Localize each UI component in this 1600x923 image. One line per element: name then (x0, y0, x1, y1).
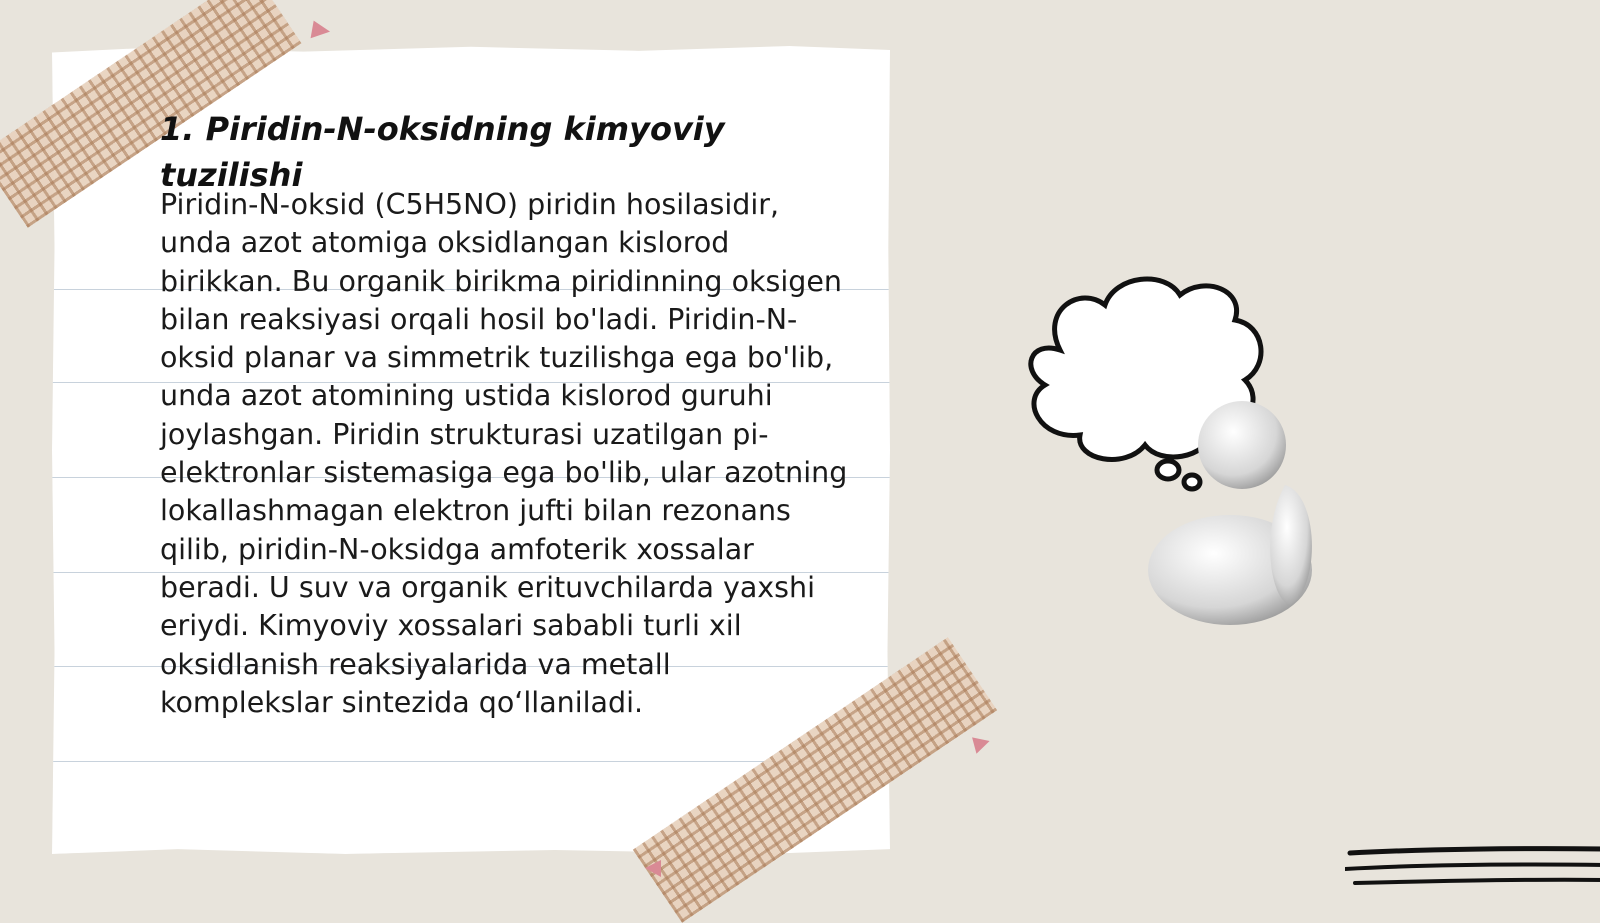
tape-pin-decoration (645, 860, 661, 877)
tape-pin-decoration (972, 733, 992, 754)
decorative-brush-lines (1345, 845, 1600, 895)
thinking-person-icon (1020, 270, 1360, 630)
slide-body-text: Piridin-N-oksid (C5H5NO) piridin hosilasidir, unda azot atomiga oksidlangan kislorod birikkan. Bu organik birikma piridinning oksigen bilan reaksiyasi orqali hosil bo'ladi. Piridin-N-oksid planar va simmetrik tuzilishga ega bo'lib, unda azot atomining ustida kislorod guruhi joylashgan. Piridin strukturasi uzatilgan pi-elektronlar sistemasiga ega bo'lib, ular azotning lokallashmagan elektron jufti bilan rezonans qilib, piridin-N-oksidga amfoterik xossalar beradi. U suv va organik erituvchilarda yaxshi eriydi. Kimyoviy xossalari sababli turli xil oksidlanish reaksiyalarida va metall komplekslar sintezida qo‘llaniladi. (160, 188, 848, 719)
slide-title: 1. Piridin-N-oksidning kimyoviy tuzilishi (160, 110, 725, 194)
tape-pin-decoration (311, 21, 332, 42)
